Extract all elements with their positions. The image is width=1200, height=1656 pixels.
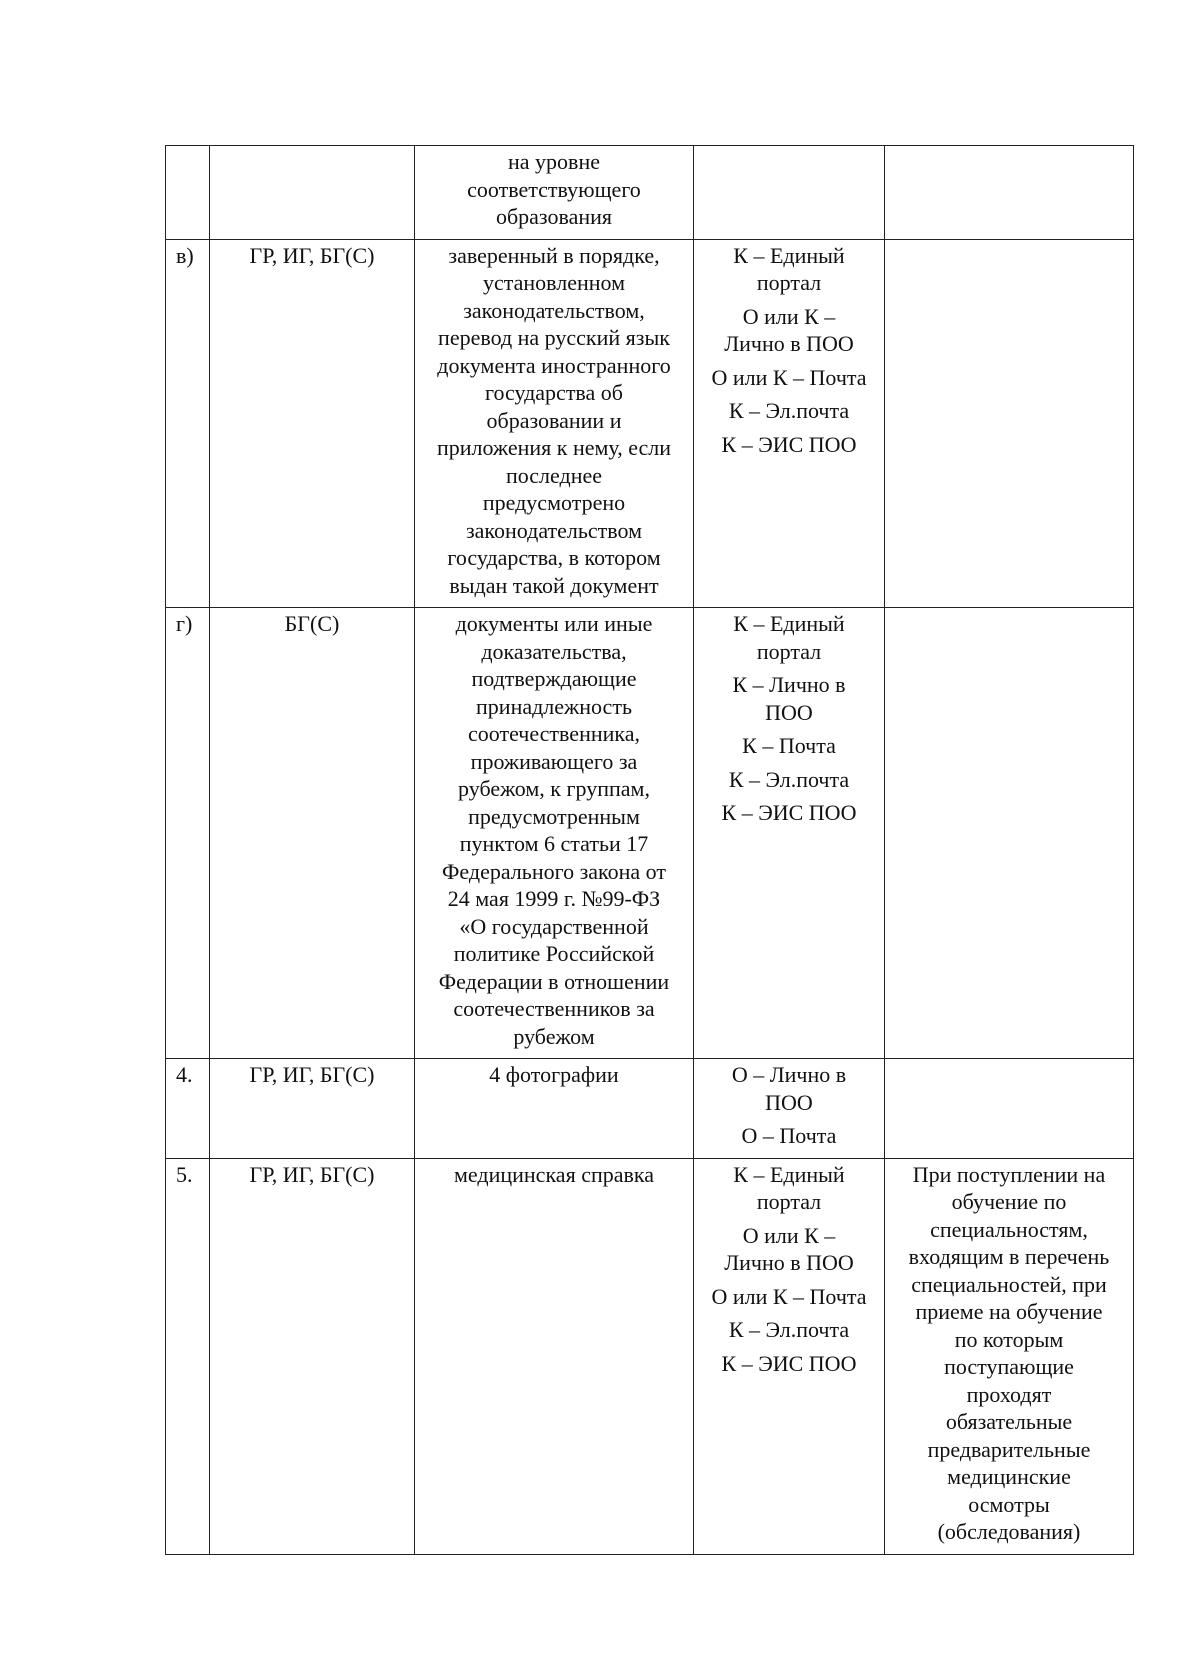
submission-method-line: К – Единый [733,1161,845,1187]
category-cell [210,146,415,240]
category-text: ГР, ИГ, БГ(С) [249,242,375,268]
note-text-line: При поступлении на [912,1161,1106,1187]
document-cell [415,239,694,608]
document-text-line: рубежом, к группам, [458,776,650,801]
document-text-line: приложения к нему, если [436,435,672,460]
note-text-line: обязательные [945,1409,1073,1434]
document-text-line: политике Российской [453,941,655,966]
submission-method-line: К – Лично в [732,672,846,697]
note-text-line: по которым [954,1326,1064,1352]
document-text-line: документы или иные [455,611,653,636]
row-number: г) [176,611,193,636]
submission-method [702,610,876,665]
submission-form-cell [694,146,885,240]
document-text-line: «О государственной [459,913,649,939]
document-text-line: пунктом 6 статьи 17 [459,831,649,856]
submission-method [702,671,876,726]
submission-method [702,1161,876,1216]
submission-method-line: К – Эл.почта [728,398,850,423]
document-text-line: последнее [505,462,603,488]
table-row [166,239,1134,608]
submission-method-line: портал [756,638,822,664]
document-text-line: принадлежность [476,693,632,719]
submission-method [702,397,876,425]
submission-form-cell [694,239,885,608]
document-text-line: законодательством, [463,297,645,323]
submission-method [702,799,876,827]
submission-method-line: К – ЭИС ПОО [721,1350,857,1376]
submission-method [702,766,876,794]
submission-method [702,1316,876,1344]
submission-method [702,303,876,358]
submission-method-line: О или К – [742,1222,836,1248]
document-text-line: установленном [482,270,626,295]
document-text-line: проживающего за [470,748,638,774]
document-cell [415,146,694,240]
document-text-line: государства, в котором [447,545,661,570]
document-text-line: 4 фотографии [489,1062,619,1087]
document-text-line: заверенный в порядке, [448,242,660,268]
note-text-line: осмотры [968,1491,1050,1517]
submission-method [702,431,876,459]
submission-method-line: К – Единый [733,611,845,636]
note-cell [885,239,1134,608]
submission-method-line: ПОО [765,1089,813,1115]
category-text: БГ(С) [284,611,340,636]
table-row [166,1158,1134,1554]
document-text-line: доказательства, [481,638,627,664]
document-text-line: выдан такой документ [449,572,659,598]
document-text-line: соотечественника, [467,721,641,746]
category-cell [210,1059,415,1159]
submission-method-line: К – Единый [733,242,845,268]
note-text-line: медицинские [947,1464,1071,1489]
submission-form-cell [694,608,885,1059]
documents-table [165,145,1134,1555]
row-number-cell [166,608,210,1059]
document-text-line: предусмотрено [482,490,626,515]
document-text-line: рубежом [513,1023,595,1049]
document-text-line: 24 мая 1999 г. №99-ФЗ [447,886,661,911]
submission-method [702,1350,876,1378]
note-text-line: специальностям, [930,1216,1088,1242]
submission-form-cell [694,1158,885,1554]
document-text-line: государства об [484,380,623,405]
row-number-cell [166,1059,210,1159]
table-row [166,1059,1134,1159]
document-text-line: на уровне [508,149,600,174]
note-text-line: специальностей, при [911,1271,1107,1297]
submission-method-line: К – Эл.почта [728,766,850,792]
category-text: ГР, ИГ, БГ(С) [249,1161,375,1187]
document-text-line: перевод на русский язык [438,325,670,350]
table-row [166,608,1134,1059]
row-number-cell [166,146,210,240]
submission-method-line: О или К – [742,303,836,329]
note-cell [885,1158,1134,1554]
submission-method [702,1222,876,1277]
note-text-line: проходят [966,1381,1052,1407]
document-cell [415,1158,694,1554]
submission-method-line: ПОО [765,699,813,725]
submission-method [702,242,876,297]
category-text: ГР, ИГ, БГ(С) [249,1062,375,1087]
note-text-line: приеме на обучение [915,1299,1103,1324]
note-text-line: предварительные [927,1436,1091,1462]
submission-method-line: Лично в ПОО [724,1250,854,1275]
documents-table-body [166,146,1134,1555]
note-text-line: обучение по [951,1189,1067,1214]
document-cell [415,608,694,1059]
document-text-line: предусмотренным [468,803,640,829]
note-cell [885,608,1134,1059]
submission-method [702,732,876,760]
document-text-line: медицинская справка [454,1161,654,1187]
submission-method-line: портал [756,270,822,295]
category-cell [210,608,415,1059]
document-text-line: Федерации в отношении [438,968,670,994]
document-text-line: Федерального закона от [442,858,666,884]
table-row [166,146,1134,240]
submission-method [702,1061,876,1116]
submission-method-line: К – Почта [742,733,836,758]
submission-method-line: К – ЭИС ПОО [721,431,857,457]
document-cell [415,1059,694,1159]
row-number-cell [166,1158,210,1554]
submission-method-line: О или К – Почта [711,364,867,390]
category-cell [210,239,415,608]
note-text-line: поступающие [944,1354,1074,1379]
note-cell [885,1059,1134,1159]
submission-form-cell [694,1059,885,1159]
note-cell [885,146,1134,240]
submission-method [702,1122,876,1150]
submission-method-line: портал [756,1189,822,1214]
submission-method [702,1283,876,1311]
submission-method-line: К – Эл.почта [728,1317,850,1342]
document-text-line: законодательством [465,517,643,543]
document-text-line: подтверждающие [471,666,637,691]
document-text-line: документа иностранного [437,352,671,378]
submission-method-line: К – ЭИС ПОО [721,800,857,825]
row-number: в) [176,242,194,268]
submission-method-line: О или К – Почта [711,1283,867,1309]
submission-method-line: Лично в ПОО [724,331,854,356]
document-text-line: образовании и [486,407,622,433]
document-text-line: образования [495,204,613,229]
note-text-line: входящим в перечень [908,1244,1110,1269]
row-number: 4. [176,1062,193,1087]
row-number-cell [166,239,210,608]
note-text-line: (обследования) [937,1519,1081,1544]
submission-method [702,364,876,392]
document-text-line: соответствующего [467,176,641,202]
document-text-line: соотечественников за [453,996,655,1021]
row-number: 5. [176,1161,193,1187]
submission-method-line: О – Почта [741,1123,837,1148]
submission-method-line: О – Лично в [731,1062,847,1087]
category-cell [210,1158,415,1554]
